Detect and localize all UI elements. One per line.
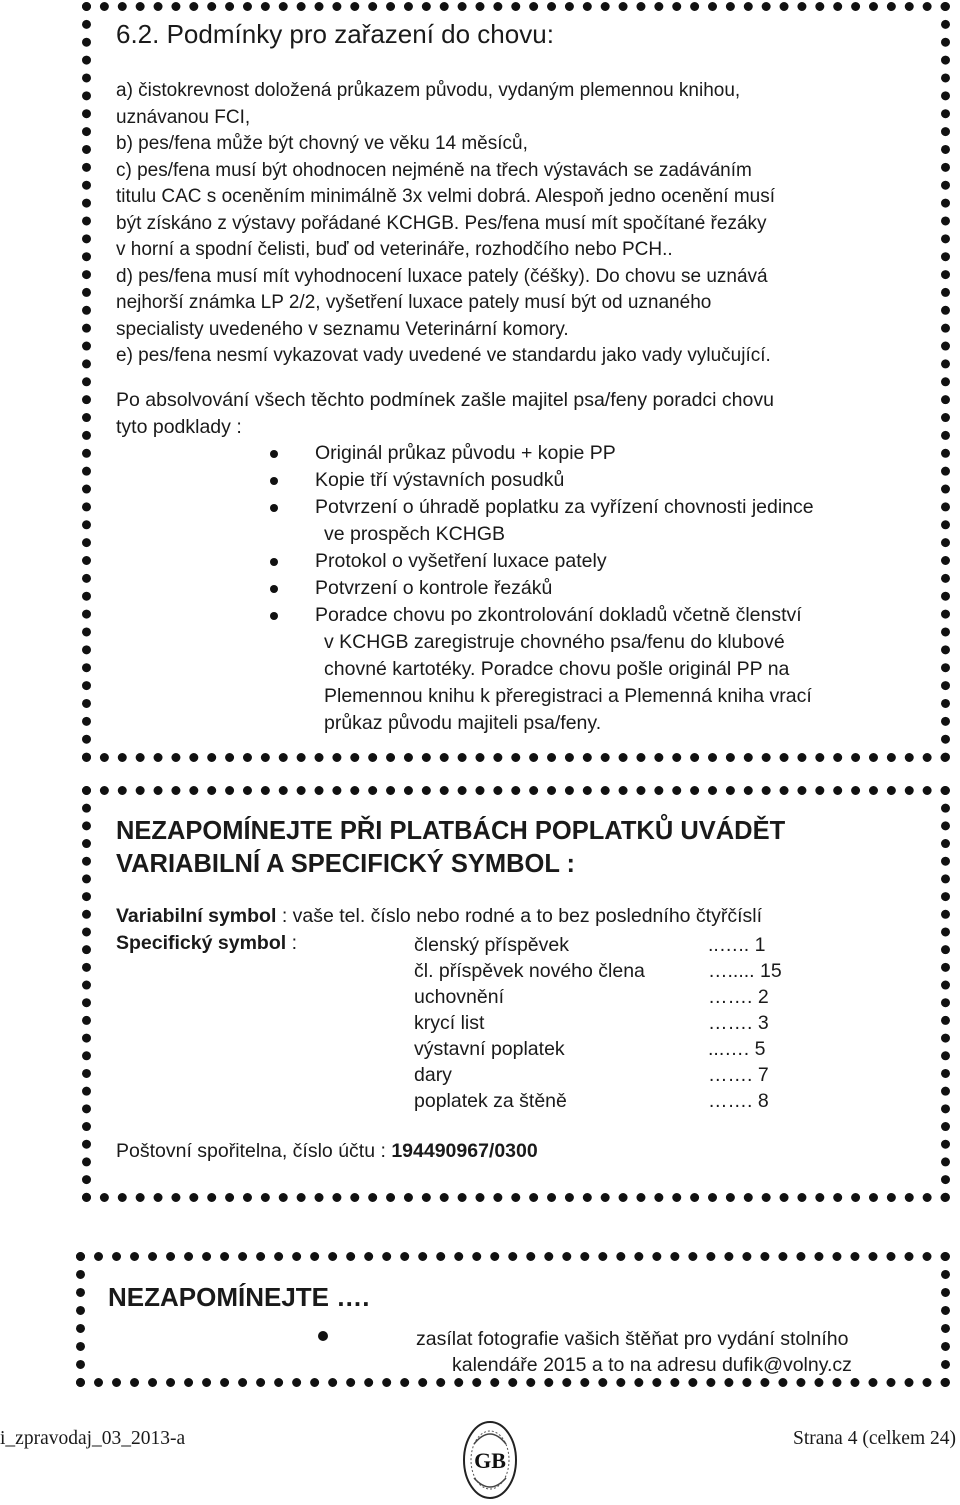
variable-symbol-label: Variabilní symbol <box>116 905 277 927</box>
conditions-text <box>116 78 775 370</box>
intro-line: Po absolvování všech těchto podmínek zašle majitel psa/feny poradci chovu <box>116 389 774 411</box>
bullet-icon <box>270 612 278 620</box>
intro-line: tyto podklady : <box>116 416 242 438</box>
specific-symbol-row: Specifický symbol : <box>116 932 298 954</box>
account-row <box>116 1140 538 1163</box>
footer-page-number: Strana 4 (celkem 24) <box>793 1428 956 1449</box>
fee-code: ...…. 5 <box>708 1038 766 1060</box>
conditions-line: a) čistokrevnost doložená průkazem původu, vydaným plemennou knihou, <box>116 80 741 101</box>
conditions-line: specialisty uvedeného v seznamu Veterinární komory. <box>116 318 569 340</box>
conditions-line: uznávanou FCI, <box>116 106 251 128</box>
conditions-line: d) pes/fena musí mít vyhodnocení luxace pately (čéšky). Do chovu se uznává <box>116 265 768 287</box>
section-heading: 6.2. Podmínky pro zařazení do chovu: <box>116 19 554 49</box>
logo-monogram: GB <box>474 1448 506 1473</box>
list-item: Kopie tří výstavních posudků <box>270 467 814 494</box>
fee-name: členský příspěvek <box>414 934 569 956</box>
fee-name: uchovnění <box>414 986 504 1008</box>
specific-symbol-label: Specifický symbol <box>116 932 287 954</box>
conditions-line: e) pes/fena nesmí vykazovat vady uvedené ve standardu jako vady vylučující. <box>116 345 771 366</box>
conditions-line: c) pes/fena musí být ohodnocen nejméně na třech výstavách se zadáváním <box>116 159 752 181</box>
fee-code: ……. 7 <box>708 1064 769 1086</box>
fee-name: poplatek za štěně <box>414 1090 567 1112</box>
fee-name: čl. příspěvek nového člena <box>414 960 645 982</box>
conditions-line: b) pes/fena může být chovný ve věku 14 měsíců, <box>116 133 528 154</box>
fee-name: dary <box>414 1064 452 1086</box>
bullet-icon <box>270 477 278 485</box>
account-number: 194490967/0300 <box>391 1140 538 1162</box>
conditions-line: v horní a spodní čelisti, buď od veterináře, rozhodčího nebo PCH.. <box>116 239 673 260</box>
list-item: Originál průkaz původu + kopie PP <box>270 440 814 467</box>
fee-code: ……. 3 <box>708 1012 769 1034</box>
fee-code: ……. 8 <box>708 1090 769 1112</box>
conditions-line: být získáno z výstavy pořádané KCHGB. Pes/fena musí mít spočítané řezáky <box>116 212 767 234</box>
fee-codes <box>708 932 782 1114</box>
list-item: Protokol o vyšetření luxace pately <box>270 548 814 575</box>
payment-heading: NEZAPOMÍNEJTE PŘI PLATBÁCH POPLATKŮ UVÁDĚT VARIABILNÍ A SPECIFICKÝ SYMBOL : <box>116 817 786 878</box>
list-item: Poradce chovu po zkontrolování dokladů včetně členství v KCHGB zaregistruje chovného psa/fenu do klubové chovné kartotéky. Poradce chovu pošle originál PP na Plemennou knihu k přeregistraci a Plemenná kniha vrací průkaz původu majiteli psa/feny. <box>270 602 814 737</box>
fee-names <box>414 932 645 1114</box>
variable-symbol-value: : vaše tel. číslo nebo rodné a to bez posledního čtyřčíslí <box>281 905 762 927</box>
variable-symbol-row <box>116 905 762 928</box>
bullet-icon <box>270 504 278 512</box>
fee-code: ……. 2 <box>708 986 769 1008</box>
bullet-icon <box>270 585 278 593</box>
bullet-icon <box>318 1331 328 1341</box>
conditions-line: titulu CAC s oceněním minimálně 3x velmi dobrá. Alespoň jedno ocenění musí <box>116 186 776 207</box>
footer-doc-id: i_zpravodaj_03_2013-a <box>0 1428 186 1449</box>
reminder-heading: NEZAPOMÍNEJTE …. <box>108 1282 370 1312</box>
account-label: Poštovní spořitelna, číslo účtu : <box>116 1140 392 1162</box>
fee-name: krycí list <box>414 1012 485 1034</box>
fee-name: výstavní poplatek <box>414 1038 565 1060</box>
list-item: Potvrzení o úhradě poplatku za vyřízení chovnosti jedince ve prospěch KCHGB <box>270 494 814 548</box>
fee-code: ..….. 1 <box>708 934 766 956</box>
conditions-line: nejhorší známka LP 2/2, vyšetření luxace pately musí být od uznaného <box>116 292 712 313</box>
reminder-note: zasílat fotografie vašich štěňat pro vydání stolního kalendáře 2015 a to na adresu dufik@volny.cz <box>416 1328 852 1376</box>
bullet-icon <box>270 558 278 566</box>
intro-text <box>116 387 774 441</box>
fee-code: …..... 15 <box>708 960 782 982</box>
club-seal-icon <box>462 1420 518 1500</box>
bullet-icon <box>270 450 278 458</box>
list-item: Potvrzení o kontrole řezáků <box>270 575 814 602</box>
documents-list <box>270 440 814 737</box>
